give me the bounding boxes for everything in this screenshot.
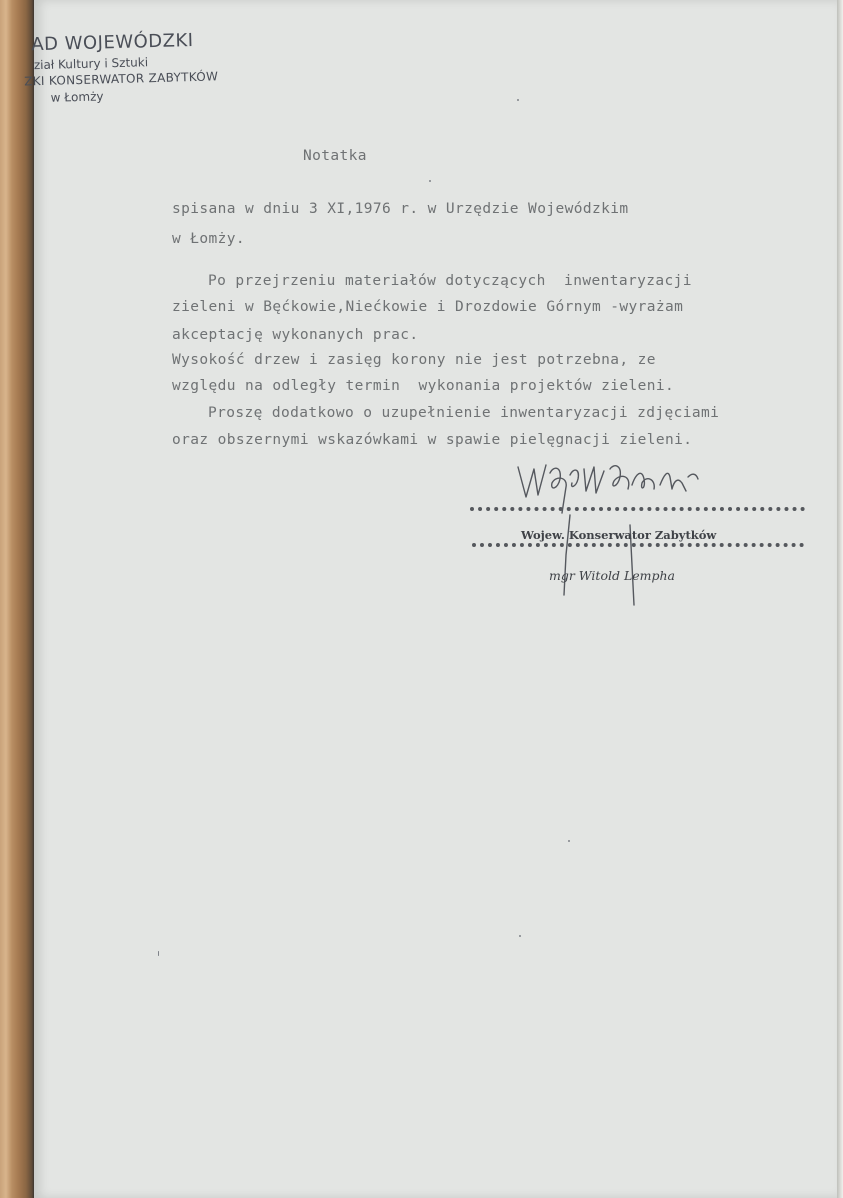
paper-speck: [158, 951, 159, 956]
stamp-line-1: AD WOJEWÓDZKI: [31, 30, 194, 56]
body-line-6: Proszę dodatkowo o uzupełnienie inwentaryzacji zdjęciami: [208, 405, 720, 421]
paper-speck: [568, 840, 570, 842]
body-line-2: zieleni w Bęćkowie,Niećkowie i Drozdowie Górnym -wyrażam: [172, 299, 684, 315]
signature-line-bottom: [472, 543, 804, 547]
body-line-3: akceptację wykonanych prac.: [172, 327, 419, 343]
page-edge: [837, 0, 843, 1198]
stamp-line-4: w Łomży: [50, 89, 104, 105]
paper-speck: [517, 99, 519, 101]
body-line-7: oraz obszernymi wskazówkami w spawie pielęgnacji zieleni.: [172, 432, 693, 448]
signature-line-top: [470, 507, 805, 511]
binding-edge: [0, 0, 34, 1198]
paper-speck: [519, 935, 521, 937]
paper-speck: [429, 180, 431, 182]
signatory-name: mgr Witold Lempha: [549, 568, 676, 583]
body-line-5: względu na odległy termin wykonania projektów zieleni.: [172, 378, 675, 394]
position-title: Wojew. Konserwator Zabytków: [521, 528, 717, 542]
body-line-1: Po przejrzeniu materiałów dotyczących inwentaryzacji: [208, 273, 692, 289]
stamp-line-3: ZKI KONSERWATOR ZABYTKÓW: [24, 69, 219, 89]
office-stamp: [24, 28, 219, 113]
document-title: Notatka: [303, 148, 367, 164]
body-line-4: Wysokość drzew i zasięg korony nie jest potrzebna, ze: [172, 352, 656, 368]
stamp-line-2: ział Kultury i Sztuki: [33, 55, 149, 73]
document-page: [34, 0, 837, 1198]
intro-line-1: spisana w dniu 3 XI,1976 r. w Urzędzie Wojewódzkim: [172, 201, 629, 217]
intro-line-2: w Łomży.: [172, 231, 246, 247]
